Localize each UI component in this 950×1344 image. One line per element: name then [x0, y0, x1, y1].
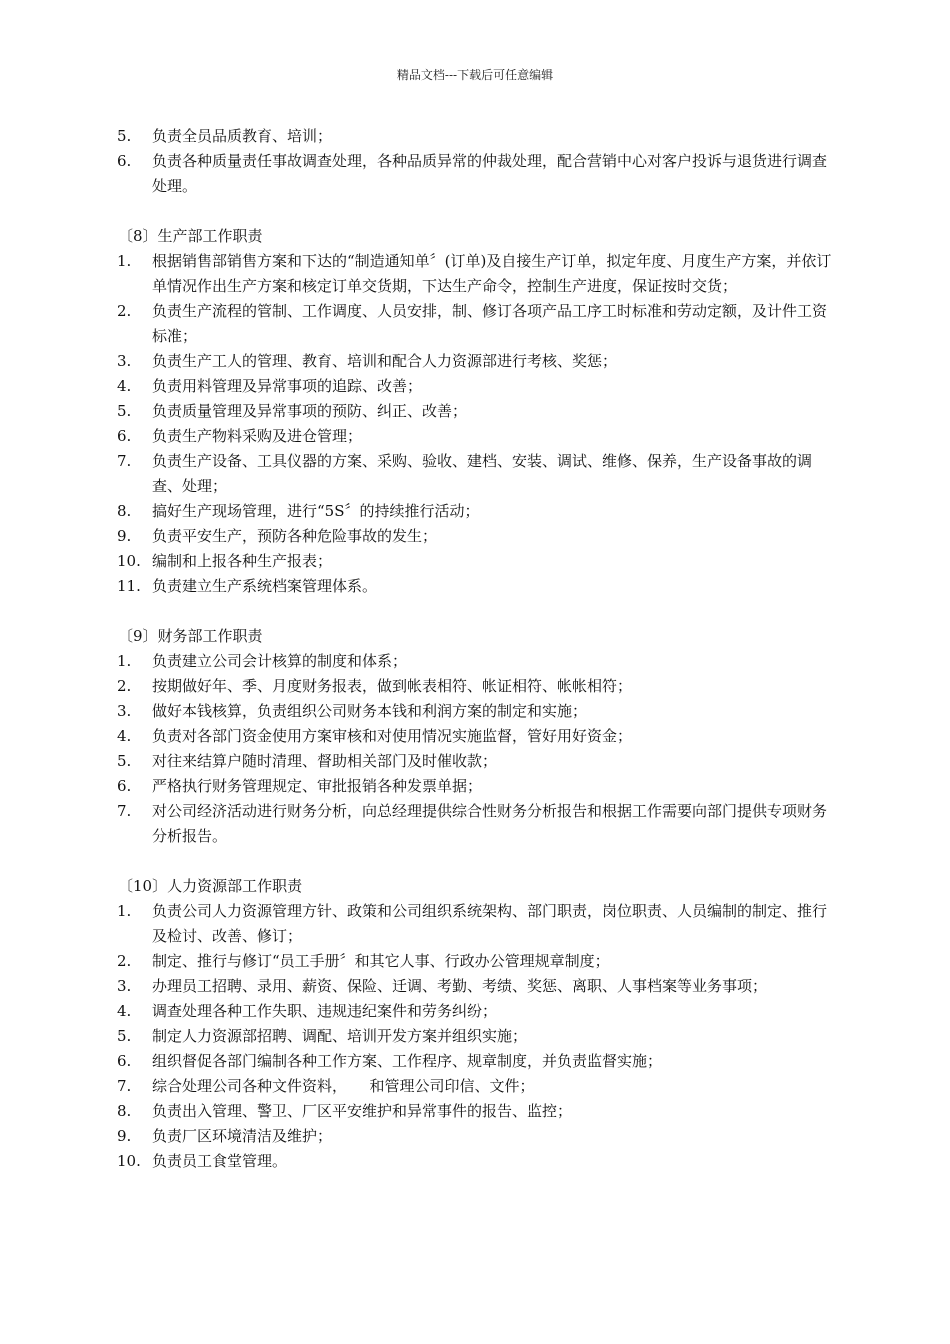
list-item-text: 严格执行财务管理规定、审批报销各种发票单据； — [152, 777, 483, 795]
list-item-text: 对公司经济活动进行财务分析，向总经理提供综合性财务分析报告和根据工作需要向部门提供专项财务分析报告。 — [152, 802, 828, 845]
list-item-number: 2. — [117, 302, 132, 320]
list-item — [114, 1149, 834, 1174]
list-item-number: 4. — [117, 1002, 132, 1020]
list-item-number: 1. — [117, 252, 132, 270]
list-item — [114, 949, 834, 974]
list-item — [114, 1074, 834, 1099]
list-item-number: 3. — [117, 977, 132, 995]
list-item-text: 负责建立公司会计核算的制度和体系； — [152, 652, 408, 670]
list-item-number: 8. — [117, 1102, 132, 1120]
list-item — [114, 774, 834, 799]
section-heading: 〔10〕人力资源部工作职责 — [118, 877, 303, 895]
list-item-number: 6. — [117, 152, 132, 170]
page-header: 精品文档---下载后可任意编辑 — [396, 68, 554, 82]
list-item-text: 负责各种质量责任事故调查处理，各种品质异常的仲裁处理，配合营销中心对客户投诉与退货进行调查处理。 — [152, 152, 828, 195]
paragraph-gap — [114, 849, 834, 874]
list-item-text: 制定人力资源部招聘、调配、培训开发方案并组织实施； — [152, 1027, 528, 1045]
list-item-text: 负责公司人力资源管理方针、政策和公司组织系统架构、部门职责，岗位职责、人员编制的制定、推行及检讨、改善、修订； — [152, 902, 828, 945]
list-item-text: 负责生产设备、工具仪器的方案、采购、验收、建档、安装、调试、维修、保养，生产设备事故的调查、处理； — [152, 452, 813, 495]
list-item-number: 6. — [117, 1052, 132, 1070]
list-item — [114, 349, 834, 374]
list-item-text: 负责建立生产系统档案管理体系。 — [152, 577, 378, 595]
document-body — [114, 124, 834, 1174]
list-item-text: 负责生产流程的管制、工作调度、人员安排，制、修订各项产品工序工时标准和劳动定额，及计件工资标准； — [152, 302, 828, 345]
section-heading: 〔8〕生产部工作职责 — [118, 227, 263, 245]
list-item — [114, 399, 834, 424]
list-item — [114, 899, 834, 949]
list-item-number: 5. — [117, 402, 132, 420]
list-item-number: 2. — [117, 952, 132, 970]
list-item-text: 负责用料管理及异常事项的追踪、改善； — [152, 377, 423, 395]
section-heading: 〔9〕财务部工作职责 — [118, 627, 263, 645]
list-item — [114, 499, 834, 524]
list-item-number: 6. — [117, 777, 132, 795]
list-item-text: 负责平安生产，预防各种危险事故的发生； — [152, 527, 438, 545]
list-item — [114, 299, 834, 349]
paragraph-gap — [114, 199, 834, 224]
list-item-text: 负责出入管理、警卫、厂区平安维护和异常事件的报告、监控； — [152, 1102, 573, 1120]
list-item-text: 负责对各部门资金使用方案审核和对使用情况实施监督，管好用好资金； — [152, 727, 633, 745]
list-item-number: 7. — [117, 1077, 132, 1095]
list-item — [114, 249, 834, 299]
list-item — [114, 449, 834, 499]
list-item-text: 综合处理公司各种文件资料， 和管理公司印信、文件； — [152, 1077, 535, 1095]
list-item-number: 11. — [117, 577, 141, 595]
list-item-text: 负责全员品质教育、培训； — [152, 127, 333, 145]
list-item — [114, 749, 834, 774]
list-item-number: 1. — [117, 652, 132, 670]
list-item — [114, 1049, 834, 1074]
list-item — [114, 149, 834, 199]
list-item-number: 10. — [117, 552, 141, 570]
list-item-number: 3. — [117, 352, 132, 370]
list-item-number: 5. — [117, 127, 132, 145]
list-item-text: 根据销售部销售方案和下达的“制造通知单〞(订单)及自接生产订单，拟定年度、月度生产方案，并依订单情况作出生产方案和核定订单交货期，下达生产命令，控制生产进度，保证按时交货； — [152, 252, 832, 295]
list-item — [114, 549, 834, 574]
list-item-text: 调查处理各种工作失职、违规违纪案件和劳务纠纷； — [152, 1002, 498, 1020]
list-item — [114, 1124, 834, 1149]
list-item-text: 做好本钱核算，负责组织公司财务本钱和利润方案的制定和实施； — [152, 702, 588, 720]
list-item-text: 编制和上报各种生产报表； — [152, 552, 333, 570]
list-item-text: 组织督促各部门编制各种工作方案、工作程序、规章制度，并负责监督实施； — [152, 1052, 663, 1070]
list-item-number: 9. — [117, 1127, 132, 1145]
list-item-number: 1. — [117, 902, 132, 920]
list-item-text: 负责质量管理及异常事项的预防、纠正、改善； — [152, 402, 468, 420]
list-item — [114, 424, 834, 449]
list-item-text: 搞好生产现场管理，进行“5S〞的持续推行活动； — [152, 502, 480, 520]
list-item — [114, 524, 834, 549]
list-item-number: 5. — [117, 1027, 132, 1045]
list-item-text: 按期做好年、季、月度财务报表，做到帐表相符、帐证相符、帐帐相符； — [152, 677, 633, 695]
list-item — [114, 699, 834, 724]
list-item — [114, 974, 834, 999]
list-item — [114, 799, 834, 849]
list-item-number: 2. — [117, 677, 132, 695]
list-item-number: 4. — [117, 377, 132, 395]
list-item — [114, 1099, 834, 1124]
list-item — [114, 124, 834, 149]
list-item-number: 3. — [117, 702, 132, 720]
list-item-number: 4. — [117, 727, 132, 745]
list-item-number: 9. — [117, 527, 132, 545]
list-item-number: 5. — [117, 752, 132, 770]
list-item-number: 8. — [117, 502, 132, 520]
list-item — [114, 649, 834, 674]
list-item — [114, 724, 834, 749]
list-item-text: 对往来结算户随时清理、督助相关部门及时催收款； — [152, 752, 498, 770]
list-item — [114, 574, 834, 599]
list-item — [114, 674, 834, 699]
list-item — [114, 999, 834, 1024]
list-item-number: 7. — [117, 452, 132, 470]
list-item-text: 负责厂区环境清洁及维护； — [152, 1127, 333, 1145]
list-item-number: 10. — [117, 1152, 141, 1170]
list-item-text: 负责生产工人的管理、教育、培训和配合人力资源部进行考核、奖惩； — [152, 352, 618, 370]
list-item-text: 制定、推行与修订“员工手册〞和其它人事、行政办公管理规章制度； — [152, 952, 610, 970]
paragraph-gap — [114, 599, 834, 624]
list-item-number: 6. — [117, 427, 132, 445]
list-item — [114, 1024, 834, 1049]
list-item-text: 办理员工招聘、录用、薪资、保险、迁调、考勤、考绩、奖惩、离职、人事档案等业务事项； — [152, 977, 768, 995]
list-item-number: 7. — [117, 802, 132, 820]
list-item-text: 负责生产物料采购及进仓管理； — [152, 427, 363, 445]
list-item — [114, 374, 834, 399]
list-item-text: 负责员工食堂管理。 — [152, 1152, 288, 1170]
